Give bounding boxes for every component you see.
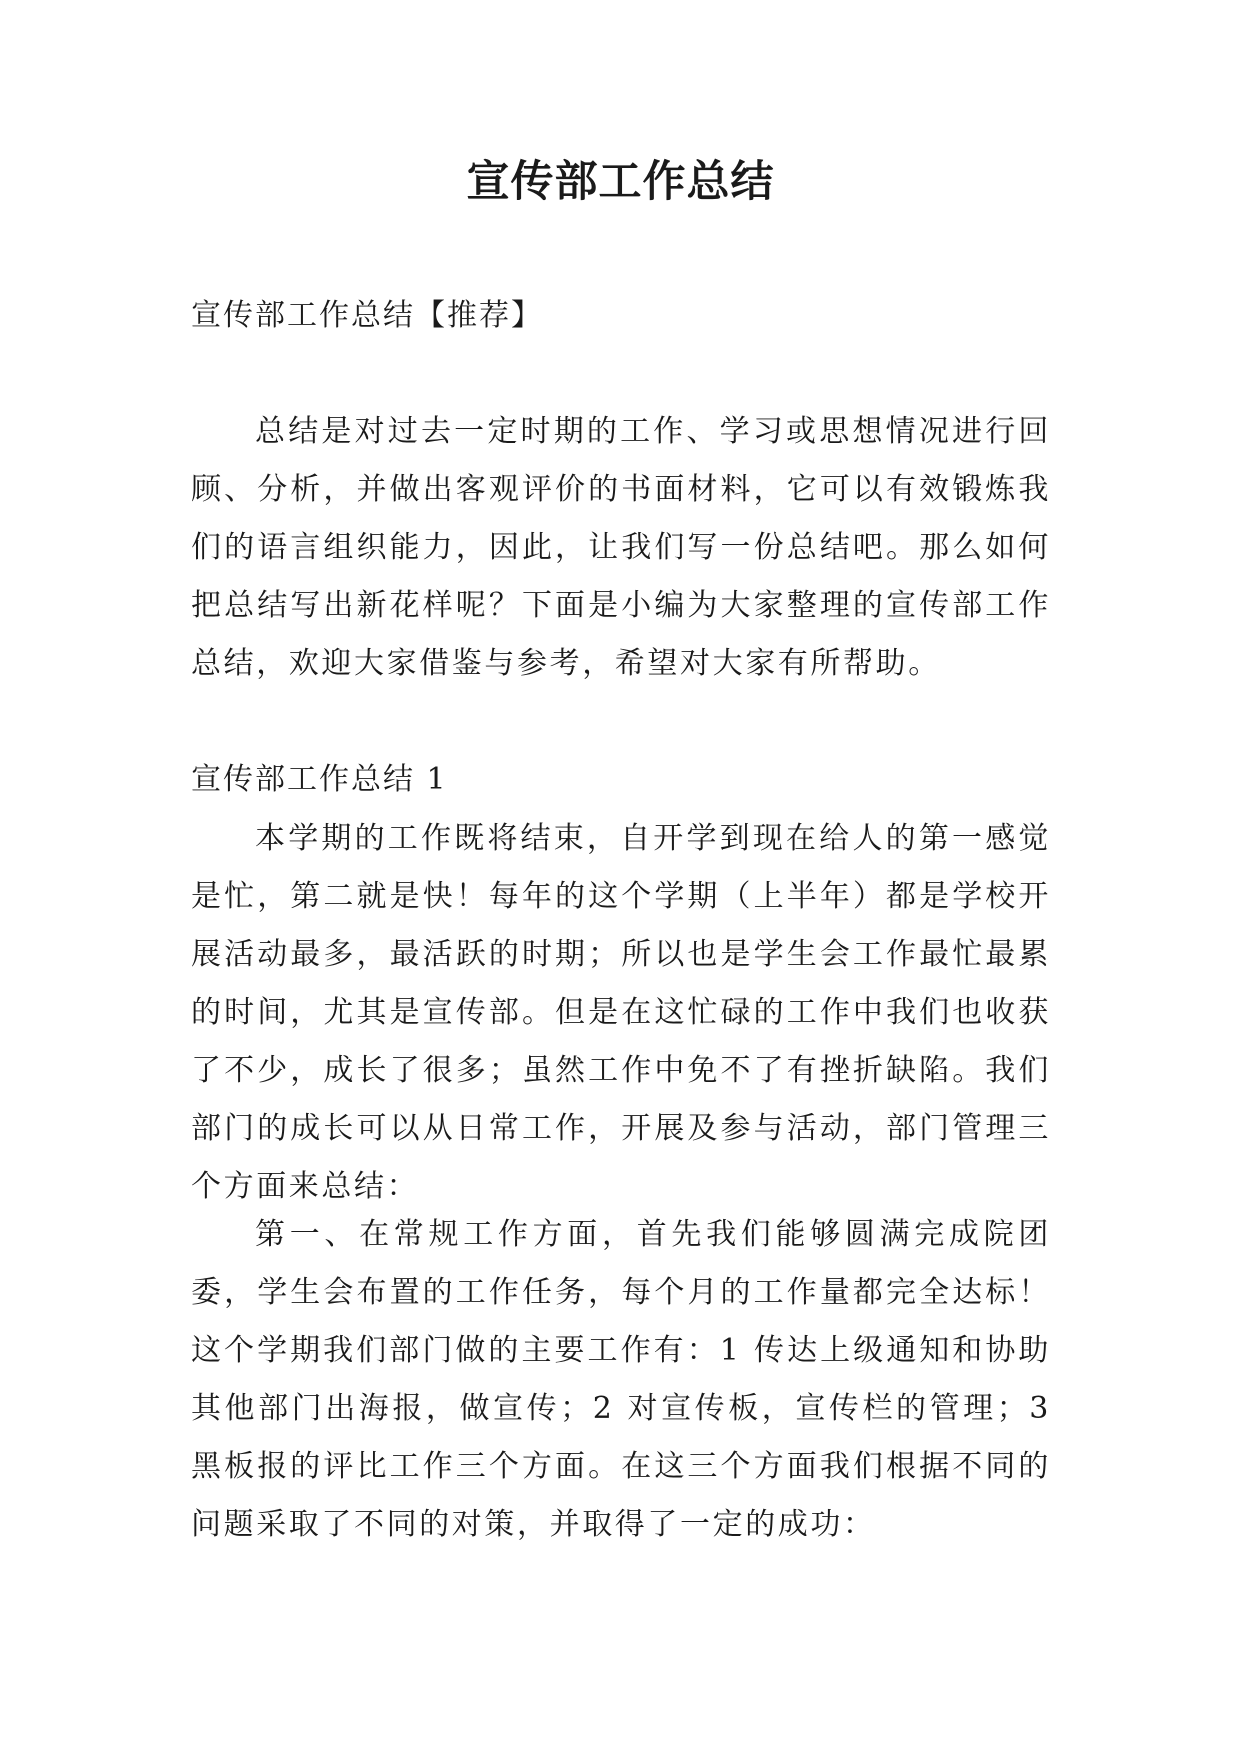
body-paragraph: 第一、在常规工作方面，首先我们能够圆满完成院团委，学生会布置的工作任务，每个月的工作量都完全达标！这个学期我们部门做的主要工作有：1 传达上级通知和协助其他部门出海报，做宣传；2 对宣传板，宣传栏的管理；3 黑板报的评比工作三个方面。在这三个方面我们根据不同的问题采取了不同的对策，并取得了一定的成功： [191, 1217, 1051, 1542]
section-heading: 宣传部工作总结 1 [191, 762, 448, 797]
document-subtitle: 宣传部工作总结【推荐】 [191, 298, 543, 333]
intro-paragraph: 总结是对过去一定时期的工作、学习或思想情况进行回顾、分析，并做出客观评价的书面材料，它可以有效锻炼我们的语言组织能力，因此，让我们写一份总结吧。那么如何把总结写出新花样呢？下面是小编为大家整理的宣传部工作总结，欢迎大家借鉴与参考，希望对大家有所帮助。 [191, 414, 1051, 681]
document-title: 宣传部工作总结 [466, 157, 775, 207]
body-paragraph: 本学期的工作既将结束，自开学到现在给人的第一感觉是忙，第二就是快！每年的这个学期（上半年）都是学校开展活动最多，最活跃的时期；所以也是学生会工作最忙最累的时间，尤其是宣传部。但是在这忙碌的工作中我们也收获了不少，成长了很多；虽然工作中免不了有挫折缺陷。我们部门的成长可以从日常工作，开展及参与活动，部门管理三个方面来总结： [191, 821, 1051, 1204]
